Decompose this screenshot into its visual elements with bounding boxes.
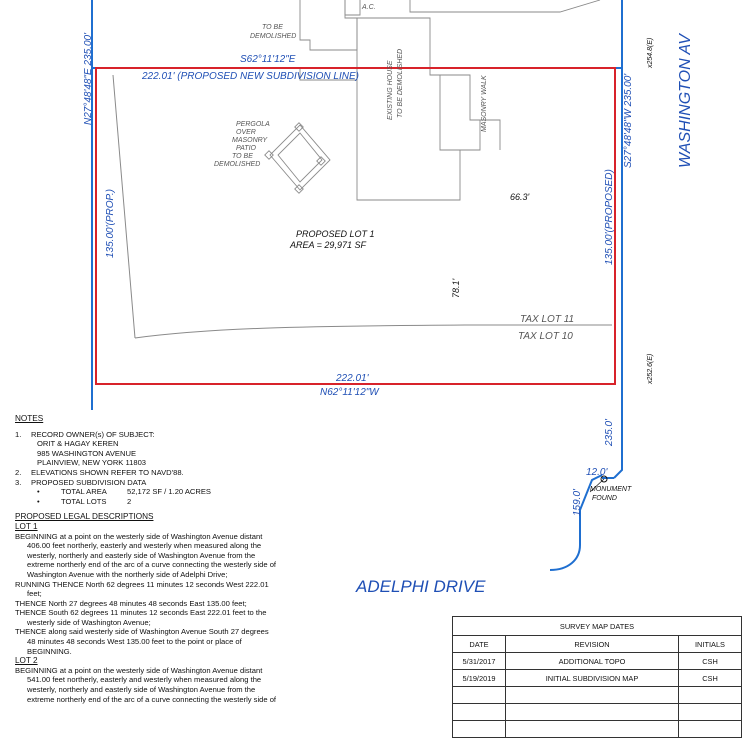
existing-house-label: EXISTING HOUSE [387,60,394,120]
legal-heading: PROPOSED LEGAL DESCRIPTIONS [15,512,154,522]
masonry-walk-label: MASONRY WALK [481,75,488,132]
table-cell-empty [453,721,506,738]
elevation-top: x254.8(E) [647,37,654,68]
table-cell-initials: CSH [679,653,742,670]
legal-paragraph [15,666,315,704]
column-header-revision: REVISION [506,636,679,653]
legal-line: BEGINNING at a point on the westerly side of Washington Avenue distant [15,665,263,675]
svg-text:TO BE: TO BE [232,153,253,160]
notes-heading: NOTES [15,414,44,423]
column-header-date: DATE [453,636,506,653]
legal-line: THENCE along said westerly side of Washington Avenue South 27 degrees [15,627,269,637]
legal-line: THENCE South 62 degrees 11 minutes 12 seconds East 222.01 feet to the [15,608,267,618]
found-label: FOUND [592,495,617,502]
west-lot-line [113,75,135,338]
table-cell-empty [679,687,742,704]
subdivision-line-label: 222.01' (PROPOSED NEW SUBDIVISION LINE) [142,71,359,82]
legal-line: BEGINNING at a point on the westerly side of Washington Avenue distant [15,531,263,541]
table-row [453,670,742,687]
south-dimension: 222.01' [336,373,369,384]
legal-paragraph [15,627,315,656]
table-row-empty [453,704,742,721]
legal-line: feet; [27,589,42,599]
table-cell-revision: INITIAL SUBDIVISION MAP [506,670,679,687]
legal-line: 48 minutes 48 seconds West 135.00 feet to the point or place of [27,637,242,647]
table-cell-date: 5/19/2019 [453,670,506,687]
legal-line: westerly, northerly and easterly side of Washington Avenue from the [27,685,256,695]
pergola-note [214,121,270,168]
total-area-row: • TOTAL AREA 52,172 SF / 1.20 ACRES [37,487,212,497]
owner-line: 985 WASHINGTON AVENUE [37,448,137,458]
note-1: 1. RECORD OWNER(s) OF SUBJECT: [15,429,155,439]
svg-text:PATIO: PATIO [236,145,256,152]
legal-line: RUNNING THENCE North 62 degrees 11 minutes 12 seconds West 222.01 [15,579,269,589]
total-lots-row: • TOTAL LOTS 2 [37,496,132,506]
svg-text:PERGOLA: PERGOLA [236,121,270,128]
table-cell-empty [679,721,742,738]
west-prop-dimension: 135.00'(PROP.) [105,189,116,258]
table-cell-date: 5/31/2017 [453,653,506,670]
legal-line: westerly side of Washington Avenue; [27,617,151,627]
legal-line: extreme northerly end of the arc of a curve connecting the westerly side of [27,694,277,704]
east-prop-dimension: 135.00'(PROPOSED) [604,169,615,265]
table-row-empty [453,687,742,704]
table-cell-empty [453,687,506,704]
table-cell-empty [506,721,679,738]
lot-name: PROPOSED LOT 1 [296,229,375,239]
demolish-label-top: TO BE [262,24,283,31]
existing-house-demolish-label: TO BE DEMOLISHED [397,48,404,118]
street-adelphi-label: ADELPHI DRIVE [356,577,486,596]
north-line-bearing: S62°11'12"E [240,54,296,65]
dimension-66: 66.3' [510,192,530,202]
legal-paragraph [15,599,315,609]
dimension-12: 12.0' [586,467,608,478]
legal-paragraph [15,580,315,599]
svg-text:DEMOLISHED: DEMOLISHED [214,161,261,168]
table-row [453,653,742,670]
east-line-bearing: S27°48'48"W 235.00' [623,73,634,168]
table-cell-empty [506,687,679,704]
north-line-bearing: N62°11'12"W [320,387,379,398]
lot-area: AREA = 29,971 SF [290,240,366,250]
legal-line: Washington Avenue with the northerly side of Adelphi Drive; [27,569,228,579]
legal-line: 541.00 feet northerly, easterly and westerly when measured along the [27,675,262,685]
existing-structures [265,0,600,200]
lot2-heading: LOT 2 [15,656,38,666]
legal-line: westerly, northerly and easterly side of Washington Avenue from the [27,550,256,560]
east-235-dimension: 235.0' [604,419,615,446]
table-row-empty [453,721,742,738]
svg-text:MASONRY: MASONRY [232,137,268,144]
owner-line: ORIT & HAGAY KEREN [37,439,119,449]
west-line-bearing: N27°48'48"E 235.00' [83,33,94,125]
table-cell-empty [506,704,679,721]
lot1-description [15,532,315,657]
lot2-description [15,666,315,704]
legal-line: extreme northerly end of the arc of a curve connecting the westerly side of [27,560,277,570]
lot1-heading: LOT 1 [15,521,38,531]
column-header-initials: INITIALS [679,636,742,653]
ac-label: A.C. [362,4,376,11]
dimension-78: 78.1' [451,278,461,298]
survey-table-title: SURVEY MAP DATES [453,617,742,636]
legal-line: BEGINNING. [27,646,72,656]
table-cell-initials: CSH [679,670,742,687]
tax-lot-11-label: TAX LOT 11 [520,314,575,325]
note-3: 3. PROPOSED SUBDIVISION DATA [15,477,147,487]
demolish-label-top: DEMOLISHED [250,33,297,40]
street-washington-label: WASHINGTON AV [677,34,694,168]
legal-line: THENCE North 27 degrees 48 minutes 48 seconds East 135.00 feet; [15,598,247,608]
tax-lot-10-label: TAX LOT 10 [518,331,573,342]
notes-block [15,414,315,704]
elevation-bottom: x252.6(E) [647,353,654,384]
legal-paragraph [15,608,315,627]
table-cell-revision: ADDITIONAL TOPO [506,653,679,670]
legal-line: 406.00 feet northerly, easterly and westerly when measured along the [27,541,262,551]
legal-paragraph [15,532,315,580]
table-cell-empty [679,704,742,721]
table-cell-empty [453,704,506,721]
svg-text:OVER: OVER [236,129,256,136]
note-2: 2. ELEVATIONS SHOWN REFER TO NAVD'88. [15,467,184,477]
owner-line: PLAINVIEW, NEW YORK 11803 [37,458,147,468]
dimension-159: 159.0' [572,489,583,516]
monument-label: MONUMENT [590,486,632,493]
